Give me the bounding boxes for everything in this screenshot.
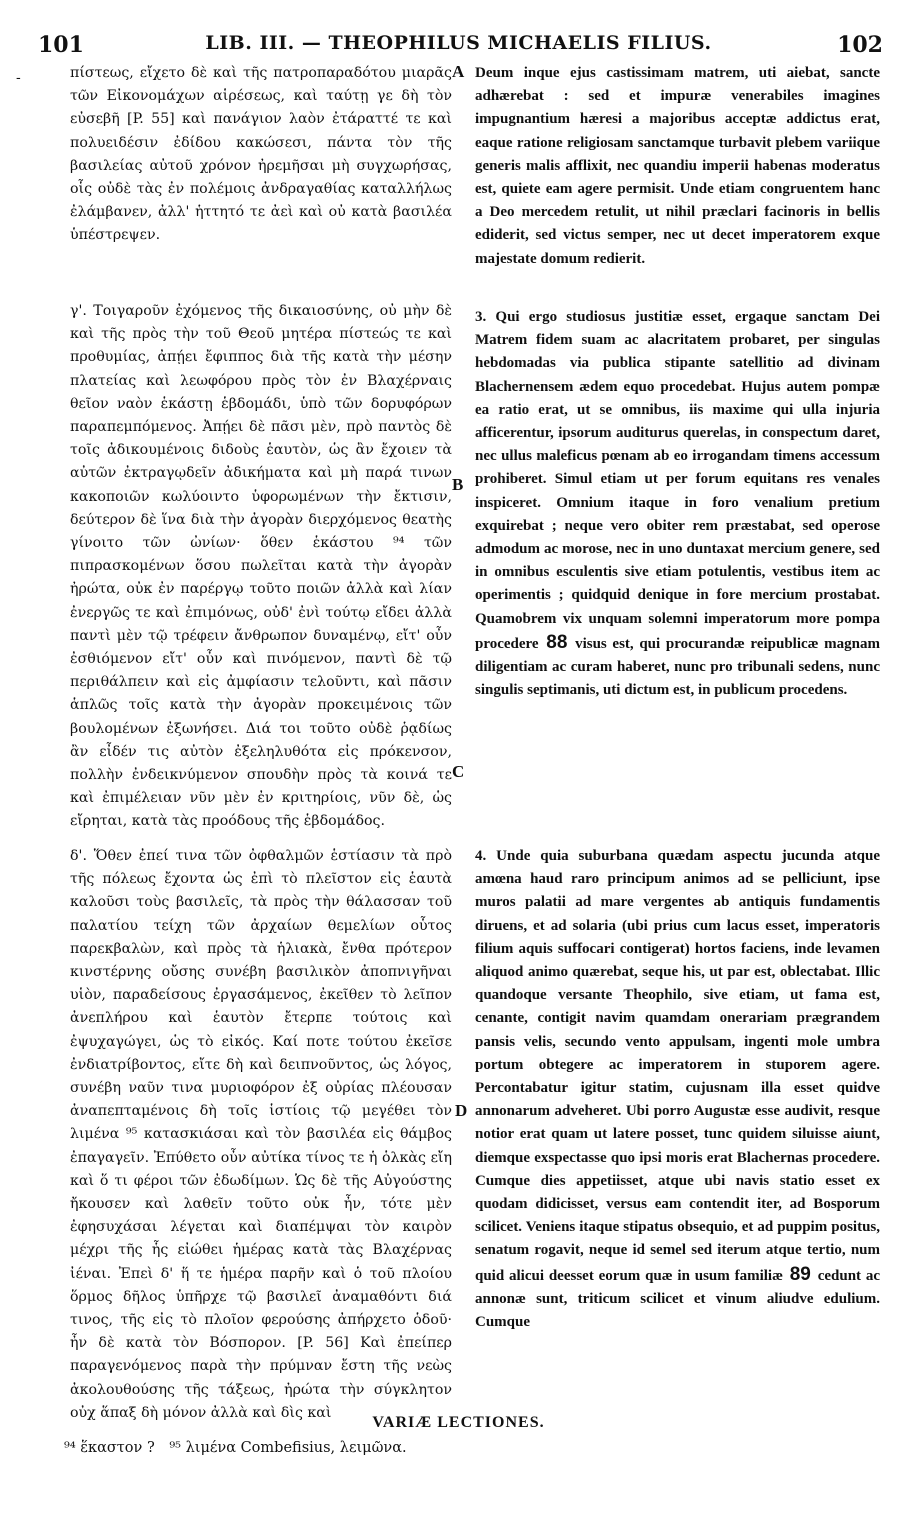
greek-section-3-text: γ'. Τοιγαροῦν ἐχόμενος τῆς δικαιοσύνης, οὐ μὴν δὲ καὶ τῆς πρὸς τὴν τοῦ Θεοῦ μητέρα πίστεώς τε καὶ προθυμίας, ἀπῄει ἔφιππος διὰ τῆς κατὰ τὴν μέσην πλατείας καὶ λεωφόρου πρὸς τὸν ἐν Βλαχέρναις θεῖον ναὸν ἑκάστῃ ἑβδομάδι, ὑπὸ τῶν δορυφόρων παραπεμπόμενος. Ἀπῄει δὲ πᾶσι μὲν, πρὸ παντὸς δὲ τοῖς ἀδικουμένοις διδοὺς ἑαυτὸν, ὡς ἂν ἔχοιεν τὰ αὐτῶν ἐκτραγῳδεῖν ἀδικήματα καὶ μὴ παρά τινων κακοποιῶν κωλύοιντο ὑφορωμένων τὴν ἔκτισιν, δεύτερον δὲ ἵνα διὰ τὴν ἀγορὰν διερχόμενος θεατὴς γίνοιτο τῶν ὠνίων· ὅθεν ἑκάστου ⁹⁴ τῶν πιπρασκομένων ὅσου πωλεῖται κατὰ τὴν ἀγορὰν ἠρώτα, οὐκ ἐν παρέργῳ τοῦτο ποιῶν ἀλλὰ καὶ λίαν ἐνεργῶς τε καὶ ἐπιμόνως, οὐδ' ἐνὶ τούτῳ εἴδει ἀλλὰ παντὶ μὲν τῷ τρέφειν ἄνθρωπον δυναμένῳ, εἴτ' οὖν ἐσθιόμενον εἴτ' οὖν καὶ πινόμενον, παντὶ δὲ τῷ περιθάλπειν καὶ εἰς ἀμφίασιν τελοῦντι, καὶ πᾶσιν ἁπλῶς τοῖς κατὰ τὴν ἀγορὰν προκειμένοις τῶν βουλομένων ἐξωνήσει. Διά τοι τοῦτο οὐδὲ ῥᾳδίως ἂν εἶδέν τις αὐτὸν ἐξεληλυθότα εἰς πρόκενσον, πολλὴν ἐνδεικνύμενον σπουδὴν πρὸς τὰ κοινά τε καὶ ἐπιμέλειαν νῦν μὲν ἐν κριτηρίοις, νῦν δὲ, ὡς εἴρηται, κατὰ τὰς προόδους τῆς ἑβδομάδος. — [70, 303, 452, 830]
latin-section-3-before: 3. Qui ergo studiosus justitiæ esset, ergaque sanctam Dei Matrem fidem suam ac alacritatem probaret, per singulas hebdomadas via publica stipante satellitio ad divinam Blachernensem ædem equo procedebat. Hujus autem pompæ ea ratio erat, ut se omnibus, iis maxime qui ulla injuria afficerentur, ipsorum auditurus querelas, in conspectum daret, nec ullus maleficus pœnam ab eo irrogandam timens accessum prohiberet. Simul etiam ut per forum equitans res venales inspiceret. Omnium itaque in foro venalium pretium exquirebat ; neque vero obiter rem præstabat, sed operose admodum ac morose, nec in uno duntaxat mercium genere, sed in omnibus esculentis sive etiam potulentis, vestibus item ac operimentis ; quidquid denique in fore mercium prostabat. Quamobrem vix unquam solemni imperatorum more pompa procedere — [475, 309, 880, 652]
page-header — [0, 32, 917, 62]
column-number-88: 88 — [546, 631, 568, 653]
column-number-89: 89 — [789, 1263, 811, 1285]
latin-column — [475, 62, 880, 271]
latin-section-4-text — [475, 845, 880, 1334]
margin-marker-c: C — [452, 762, 465, 781]
latin-section-3 — [475, 306, 880, 702]
page-number-left: 101 — [38, 32, 84, 58]
variae-lectiones-notes — [64, 1440, 864, 1456]
margin-marker-b: B — [452, 475, 464, 494]
margin-dash: - — [16, 70, 21, 86]
page-number-right: 102 — [837, 32, 883, 58]
latin-section-3-after: visus est, qui procurandæ reipublicæ magnam diligentiam ac curam haberet, nunc pro tribunali sedens, nunc singulis septimanis, uti dictum est, in publicum procedens. — [475, 635, 881, 699]
greek-column — [70, 62, 452, 248]
latin-section-2-end: Deum inque ejus castissimam matrem, uti aiebat, sancte adhærebat : sed et impuræ venerabiles imagines impugnantium hæresi a majoribus acceptæ addictus erat, eaque ratione religiosam sanctamque turbavit plebem variique generis malis afflixit, nec quandiu imperii habenas moderatus est, quiete eam agere permisit. Unde etiam congruentem hanc a Deo mercedem retulit, ut nihil præclari facinoris in bellis ediderit, sed victus semper, nec ut decet imperatorem exque majestate domum redierit. — [475, 65, 880, 267]
greek-section-3 — [70, 300, 452, 834]
margin-marker-a: A — [452, 62, 465, 81]
variae-lectiones-title: VARIÆ LECTIONES. — [372, 1414, 545, 1431]
margin-marker-d: D — [455, 1101, 468, 1120]
latin-section-4 — [475, 845, 880, 1334]
latin-section-3-text — [475, 306, 880, 702]
latin-section-4-before: 4. Unde quia suburbana quædam aspectu jucunda atque amœna haud raro principum animos ad se pelliciunt, ipse muros palatii ad mare vergentes ab antiquis fundamentis diruens, et ad solaria (ubi prius cum lacus esset, imperatoris filium aquis suffocari contigerat) hortos faciens, inde levamen aliquod animo quærebat, seque his, ut par est, oblectabat. Illic quandoque versante Theophilo, sive etiam, ut fama est, cenante, contigit navim quamdam onerariam prægrandem pansis velis, secundo vento appulsam, ingenti mole umbra portum obtegere ac imperatorem in stuporem agere. Percontabatur igitur statim, cujusnam illa esset quidve annonarum adveheret. Ubi porro Augustæ esse audivit, resque notior erat quam ut latere posset, tunc quidem siluisse aiunt, diemque exspectasse quo ipsi moris erat Blachernas procedere. Cumque dies appetiisset, atque ubi navis statio esset ex quodam didicisset, versus eam contendit iter, ad Bosporum scilicet. Veniens itaque stipatus obsequio, et ad puppim positus, senatum rogavit, neque id semel sed iterum atque tertio, num quid alicui deesset eorum quæ in usum familiæ — [475, 848, 880, 1284]
greek-section-4-text: δ'. Ὅθεν ἐπεί τινα τῶν ὀφθαλμῶν ἑστίασιν τὰ πρὸ τῆς πόλεως ἔχοντα ὡς ἐπὶ τὸ πλεῖστον εἰς ἑαυτὰ καλοῦσι τοὺς βασιλεῖς, τὰ πρὸς τὴν θάλασσαν τοῦ παλατίου τείχη τῶν ἀρχαίων θεμελίων οὗτος παρεκβαλὼν, καὶ πρὸς τὰ ἡλιακὰ, ἔνθα πρότερον κινστέρνης οὔσης συνέβη βασιλικὸν ἀποπνιγῆναι υἱὸν, παραδείσους ἐργασάμενος, ἐκεῖθεν τὸ λεῖπον ἀνεπλήρου καὶ ἑαυτὸν ἔτερπε τούτοις καὶ ἐψυχαγώγει, ὡς τὸ εἰκός. Καί ποτε τούτου ἐκεῖσε ἐνδιατρίβοντος, εἴτε δὴ καὶ δειπνοῦντος, ὡς λόγος, συνέβη ναῦν τινα μυριοφόρον ἐξ οὐρίας πλέουσαν ἀναπεπταμένοις δὴ τοῖς ἱστίοις τῷ μεγέθει τὸν λιμένα ⁹⁵ κατασκιάσαι καὶ τὸν βασιλέα εἰς θάμβος ἐπαγαγεῖν. Ἐπύθετο οὖν αὐτίκα τίνος τε ἡ ὁλκὰς εἴη καὶ ὅ τι φέροι τῶν ἐδωδίμων. Ὡς δὲ τῆς Αὐγούστης ἤκουσεν καὶ λαθεῖν τοῦτο οὐκ ἦν, τότε μὲν ἐφησυχάσαι λέγεται καὶ διαπέμψαι τὸν καιρὸν μέχρι τῆς ἧς εἰώθει ἡμέρας κατὰ τὰς Βλαχέρνας ἰέναι. Ἐπεὶ δ' ἥ τε ἡμέρα παρῆν καὶ ὁ τοῦ πλοίου ὅρμος δῆλος ὑπῆρχε τῷ βασιλεῖ ἀναμαθόντι διά τινος, τῆς εἰς τὸ πλοῖον φερούσης ἀπήρχετο ὁδοῦ· ἦν δὲ κατὰ τὸν Βόσπορον. [P. 56] Καὶ ἐπείπερ παραγενόμενος παρὰ τὴν πρύμναν ἔστη τῆς νεὼς ἀκολουθούσης τῆς τάξεως, ἠρώτα τὴν σύγκλητον οὐχ ἅπαξ δὴ μόνον ἀλλὰ καὶ δὶς καὶ — [70, 848, 452, 1421]
greek-section-2-end: πίστεως, εἴχετο δὲ καὶ τῆς πατροπαραδότου μιαρᾶς τῶν Εἰκονομάχων αἱρέσεως, καὶ ταύτῃ γε δὴ τὸν εὐσεβῆ [P. 55] καὶ πανάγιον λαὸν ἐτάραττέ τε καὶ πολυειδέσιν ἐδίδου κακώσεσι, πάντα τὸν τῆς βασιλείας αὐτοῦ χρόνον ἠρεμῆσαι μὴ συγχωρήσας, οἷς οὐδὲ τὰς ἐν πολέμοις ἀνδραγαθίας καταλλήλως ἐλάμβανεν, ἀλλ' ἡττητό τε ἀεὶ καὶ οὐ κατὰ βασιλέα ὑπέστρεψεν. — [70, 65, 452, 244]
note-94: ⁹⁴ ἕκαστον ? — [64, 1440, 155, 1456]
running-title: LIB. III. — THEOPHILUS MICHAELIS FILIUS. — [205, 32, 712, 54]
latin-section-4-after: cedunt ac annonæ sunt, triticum scilicet et vinum aliudve edulium. Cumque — [475, 1267, 881, 1331]
note-95: ⁹⁵ λιμένα Combefisius, λειμῶνα. — [169, 1440, 407, 1456]
greek-section-4 — [70, 845, 452, 1425]
